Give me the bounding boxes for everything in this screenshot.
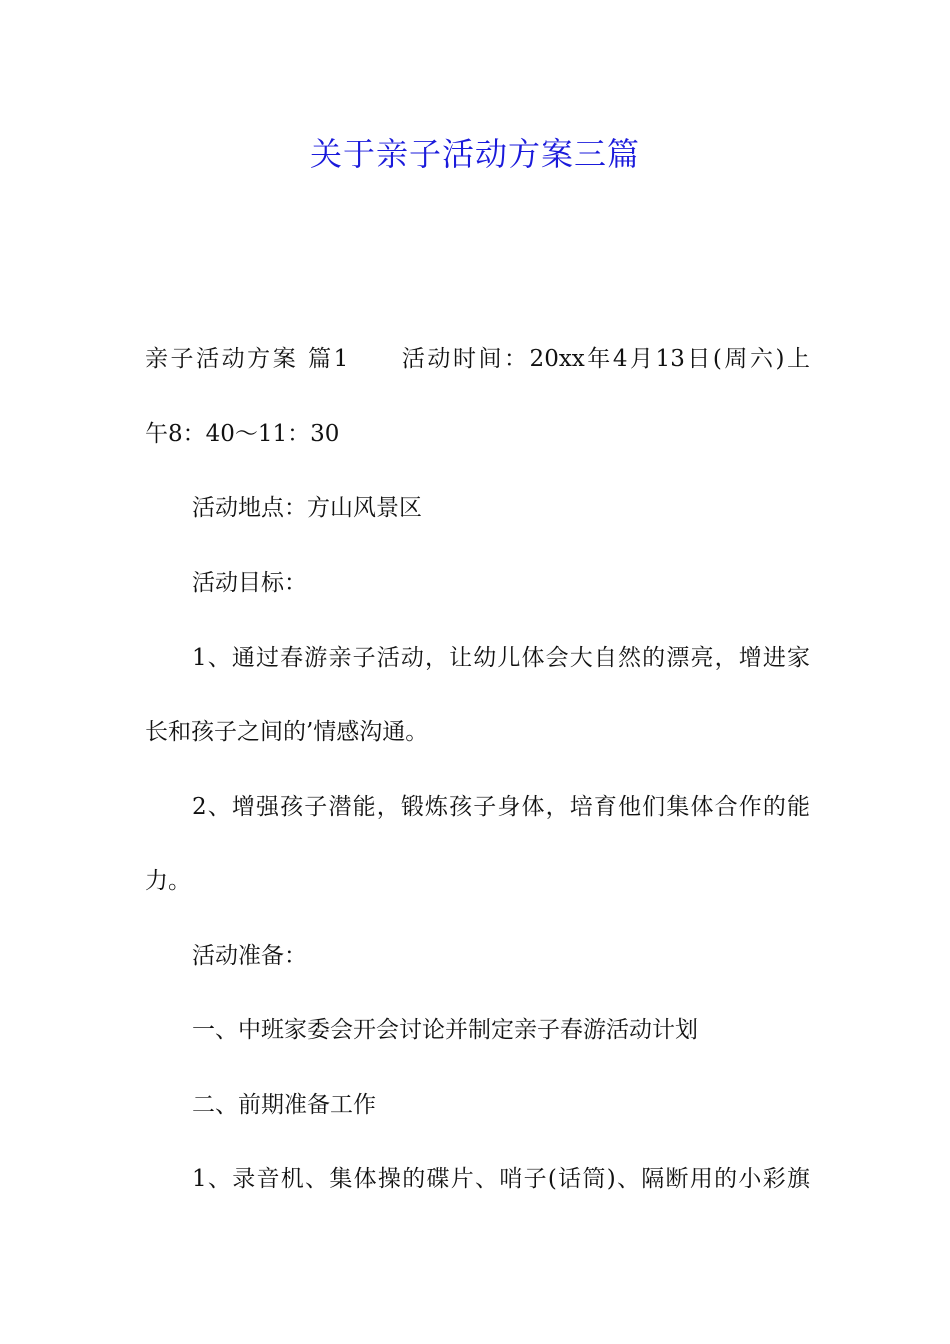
paragraph-line: 力。 [145,868,191,894]
paragraph-line: 1、通过春游亲子活动，让幼儿体会大自然的漂亮，增进家 [192,645,810,671]
document-title: 关于亲子活动方案三篇 [309,135,640,173]
paragraph-line: 午8：40～11：30 [145,421,340,447]
paragraph-line: 长和孩子之间的’情感沟通。 [145,719,429,745]
paragraph-line: 活动目标： [192,570,307,596]
paragraph-line: 1、录音机、集体操的碟片、哨子(话筒)、隔断用的小彩旗 [192,1166,810,1192]
paragraph-line: 亲子活动方案 篇1 活动时间：20xx年4月13日(周六)上 [145,346,810,372]
paragraph-line: 一、中班家委会开会讨论并制定亲子春游活动计划 [192,1017,698,1043]
paragraph-line: 活动准备： [192,943,307,969]
paragraph-line: 二、前期准备工作 [192,1092,376,1118]
paragraph-line: 2、增强孩子潜能，锻炼孩子身体，培育他们集体合作的能 [192,794,810,820]
paragraph-line: 活动地点：方山风景区 [192,495,422,521]
